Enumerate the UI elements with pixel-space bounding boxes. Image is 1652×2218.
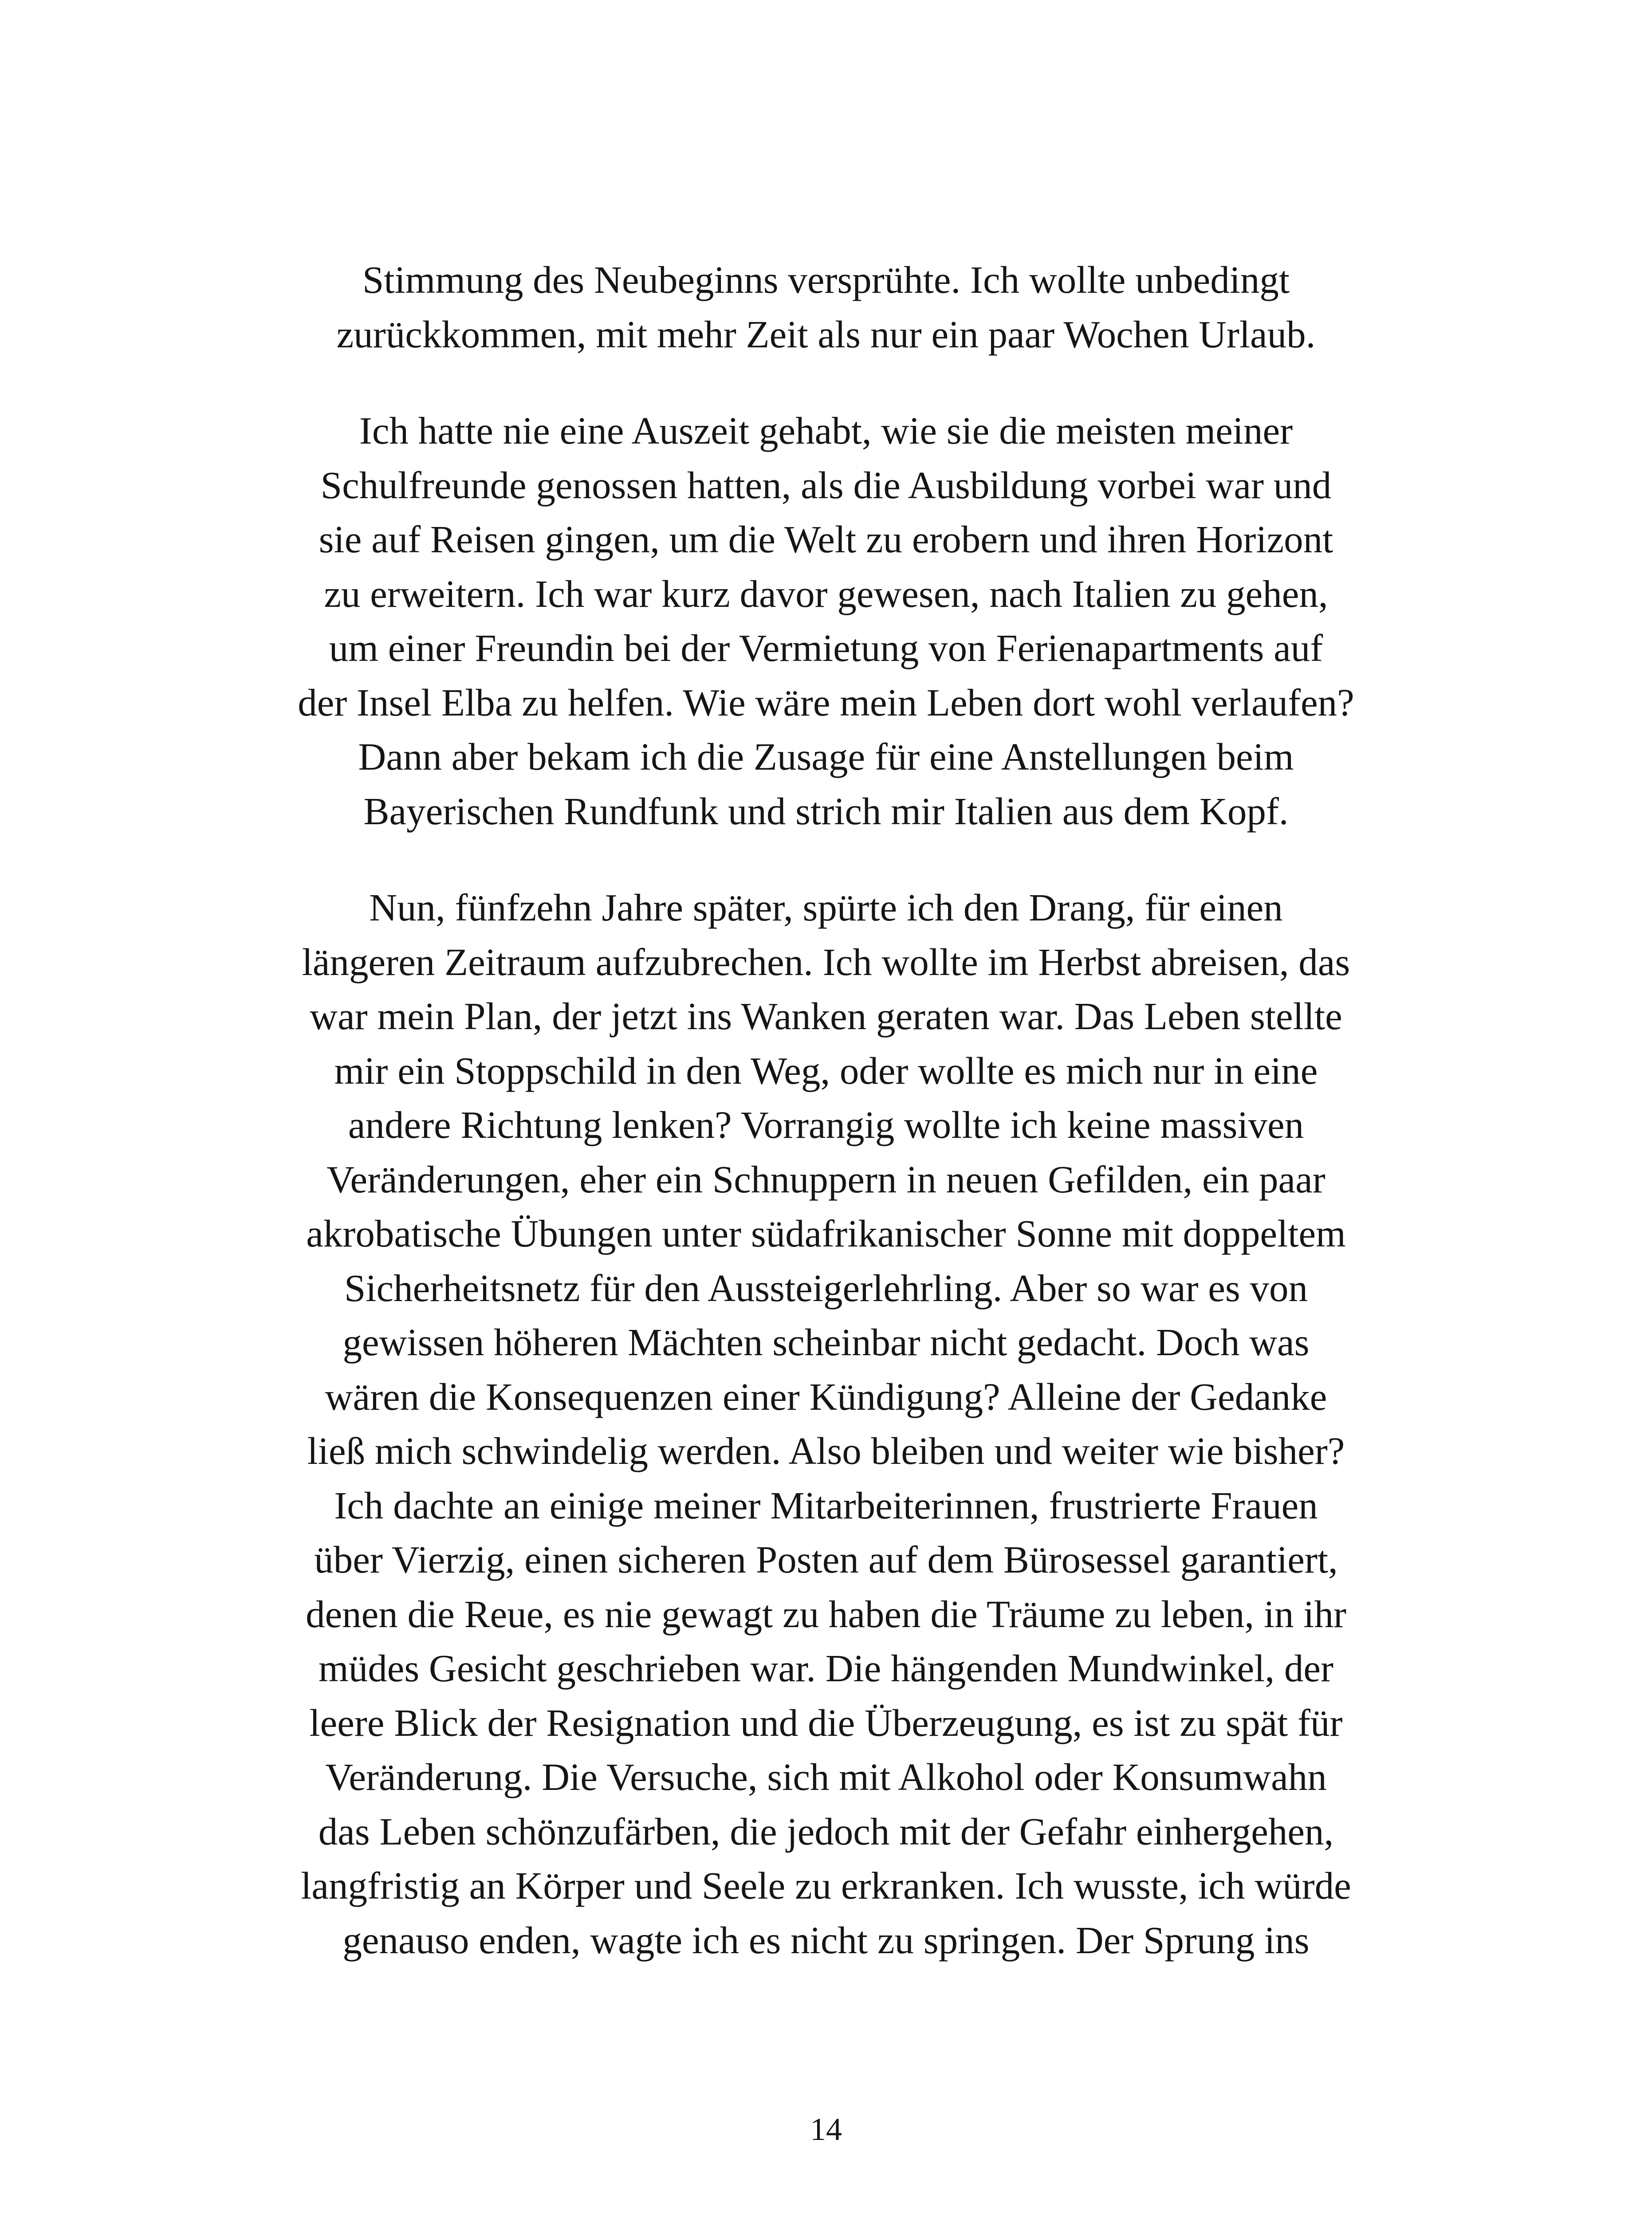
text-line: Dann aber bekam ich die Zusage für eine Anstellungen beim — [358, 735, 1294, 778]
text-line: Ich dachte an einige meiner Mitarbeiterinnen, frustrierte Frauen — [334, 1483, 1318, 1527]
text-line: langfristig an Körper und Seele zu erkranken. Ich wusste, ich würde — [301, 1864, 1351, 1907]
text-line: zurückkommen, mit mehr Zeit als nur ein paar Wochen Urlaub. — [336, 312, 1316, 356]
text-line: Veränderung. Die Versuche, sich mit Alkohol oder Konsumwahn — [325, 1755, 1327, 1798]
text-line: um einer Freundin bei der Vermietung von Ferienapartments auf — [329, 626, 1323, 669]
text-line: mir ein Stoppschild in den Weg, oder wollte es mich nur in eine — [334, 1049, 1318, 1092]
text-line: Nun, fünfzehn Jahre später, spürte ich den Drang, für einen — [369, 886, 1283, 929]
text-line: das Leben schönzufärben, die jedoch mit der Gefahr einhergehen, — [318, 1809, 1334, 1853]
text-line: denen die Reue, es nie gewagt zu haben die Träume zu leben, in ihr — [306, 1592, 1346, 1636]
text-line: Veränderungen, eher ein Schnuppern in neuen Gefilden, ein paar — [326, 1157, 1326, 1201]
text-line: der Insel Elba zu helfen. Wie wäre mein Leben dort wohl verlaufen? — [298, 680, 1354, 724]
text-line: zu erweitern. Ich war kurz davor gewesen, nach Italien zu gehen, — [324, 572, 1328, 615]
text-line: genauso enden, wagte ich es nicht zu springen. Der Sprung ins — [342, 1918, 1310, 1962]
text-line: sie auf Reisen gingen, um die Welt zu erobern und ihren Horizont — [319, 518, 1333, 561]
text-line: leere Blick der Resignation und die Überzeugung, es ist zu spät für — [309, 1701, 1343, 1744]
text-line: müdes Gesicht geschrieben war. Die hängenden Mundwinkel, der — [319, 1647, 1333, 1690]
text-line: ließ mich schwindelig werden. Also bleiben und weiter wie bisher? — [307, 1429, 1345, 1472]
text-line: andere Richtung lenken? Vorrangig wollte ich keine massiven — [348, 1103, 1304, 1146]
text-line: war mein Plan, der jetzt ins Wanken geraten war. Das Leben stellte — [310, 995, 1342, 1038]
text-line: über Vierzig, einen sicheren Posten auf dem Bürosessel garantiert, — [314, 1538, 1338, 1581]
paragraph-3 — [146, 881, 1506, 1967]
text-line: Bayerischen Rundfunk und strich mir Italien aus dem Kopf. — [363, 789, 1289, 833]
text-line: gewissen höheren Mächten scheinbar nicht gedacht. Doch was — [342, 1321, 1310, 1364]
paragraph-2 — [146, 404, 1506, 838]
body-text — [146, 253, 1506, 1967]
page-number: 14 — [810, 2112, 842, 2147]
text-line: längeren Zeitraum aufzubrechen. Ich wollte im Herbst abreisen, das — [302, 940, 1350, 983]
paragraph-1 — [146, 253, 1506, 362]
text-line: Ich hatte nie eine Auszeit gehabt, wie sie die meisten meiner — [359, 409, 1293, 452]
text-line: akrobatische Übungen unter südafrikanischer Sonne mit doppeltem — [306, 1212, 1346, 1255]
text-line: wären die Konsequenzen einer Kündigung? Alleine der Gedanke — [325, 1375, 1327, 1418]
text-line: Stimmung des Neubeginns versprühte. Ich wollte unbedingt — [362, 258, 1290, 301]
text-line: Sicherheitsnetz für den Aussteigerlehrling. Aber so war es von — [344, 1266, 1308, 1310]
text-line: Schulfreunde genossen hatten, als die Ausbildung vorbei war und — [320, 463, 1332, 507]
